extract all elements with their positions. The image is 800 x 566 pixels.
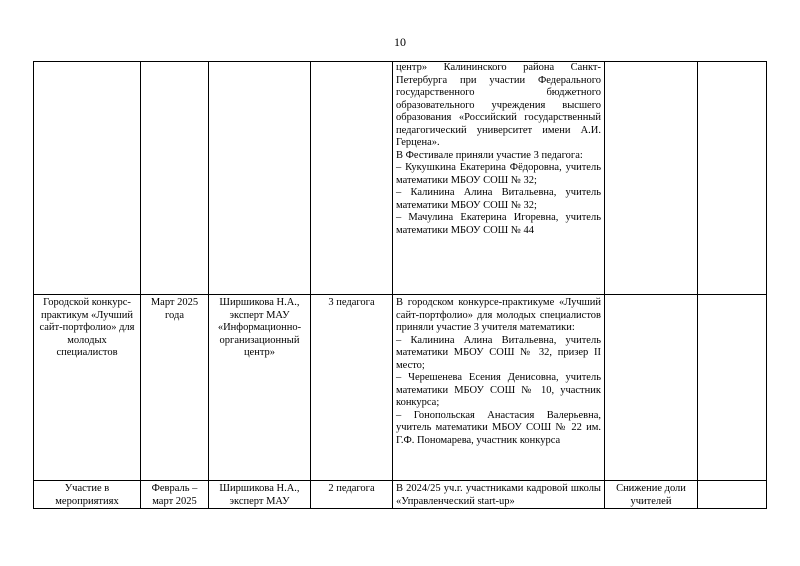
table-row <box>34 295 767 481</box>
description-paragraph: В 2024/25 уч.г. участниками кадровой школы «Управленческий start-up» <box>396 483 601 507</box>
event-cell <box>34 62 141 295</box>
responsible-cell: Ширшикова Н.А., эксперт МАУ «Информационно-организационный центр» <box>209 295 311 481</box>
description-paragraph: – Калинина Алина Витальевна, учитель математики МБОУ СОШ № 32, призер II место; <box>396 334 601 371</box>
description-cell <box>393 481 605 509</box>
description-paragraph: центр» Калининского района Санкт-Петербурга при участии Федерального государственного бюджетного образовательного учреждения высшего образования «Российский государственный педагогический университет имени А.И. Герцена». <box>396 62 601 148</box>
table-row <box>34 481 767 509</box>
description-paragraph: В Фестивале приняли участие 3 педагога: <box>396 149 583 161</box>
date-cell: Февраль – март 2025 <box>141 481 209 509</box>
page-number: 10 <box>394 35 406 49</box>
risk-cell <box>605 295 698 481</box>
count-cell: 3 педагога <box>311 295 393 481</box>
responsible-cell <box>209 62 311 295</box>
description-paragraph: – Гонопольская Анастасия Валерьевна, учитель математики МБОУ СОШ № 22 им. Г.Ф. Пономарева, участник конкурса <box>396 409 601 446</box>
extra-cell <box>698 481 767 509</box>
extra-cell <box>698 295 767 481</box>
description-cell <box>393 295 605 481</box>
description-paragraph: – Калинина Алина Витальевна, учитель математики МБОУ СОШ № 32; <box>396 187 601 211</box>
description-paragraph: – Кукушкина Екатерина Фёдоровна, учитель математики МБОУ СОШ № 32; <box>396 162 601 186</box>
description-paragraph: – Черешенева Есения Денисовна, учитель математики МБОУ СОШ № 10, участник конкурса; <box>396 372 601 408</box>
event-cell: Участие в мероприятиях <box>34 481 141 509</box>
description-cell <box>393 62 605 295</box>
description-paragraph: В городском конкурсе-практикуме «Лучший сайт-портфолио» для молодых специалистов приняли участие 3 учителя математики: <box>396 297 601 333</box>
count-cell <box>311 62 393 295</box>
risk-cell <box>605 62 698 295</box>
date-cell <box>141 62 209 295</box>
responsible-cell: Ширшикова Н.А., эксперт МАУ <box>209 481 311 509</box>
extra-cell <box>698 62 767 295</box>
report-table <box>33 61 767 509</box>
count-cell: 2 педагога <box>311 481 393 509</box>
table-row <box>34 62 767 295</box>
date-cell: Март 2025 года <box>141 295 209 481</box>
event-cell: Городской конкурс-практикум «Лучший сайт-портфолио» для молодых специалистов <box>34 295 141 481</box>
description-paragraph: – Мачулина Екатерина Игоревна, учитель математики МБОУ СОШ № 44 <box>396 212 601 236</box>
risk-cell: Снижение доли учителей <box>605 481 698 509</box>
